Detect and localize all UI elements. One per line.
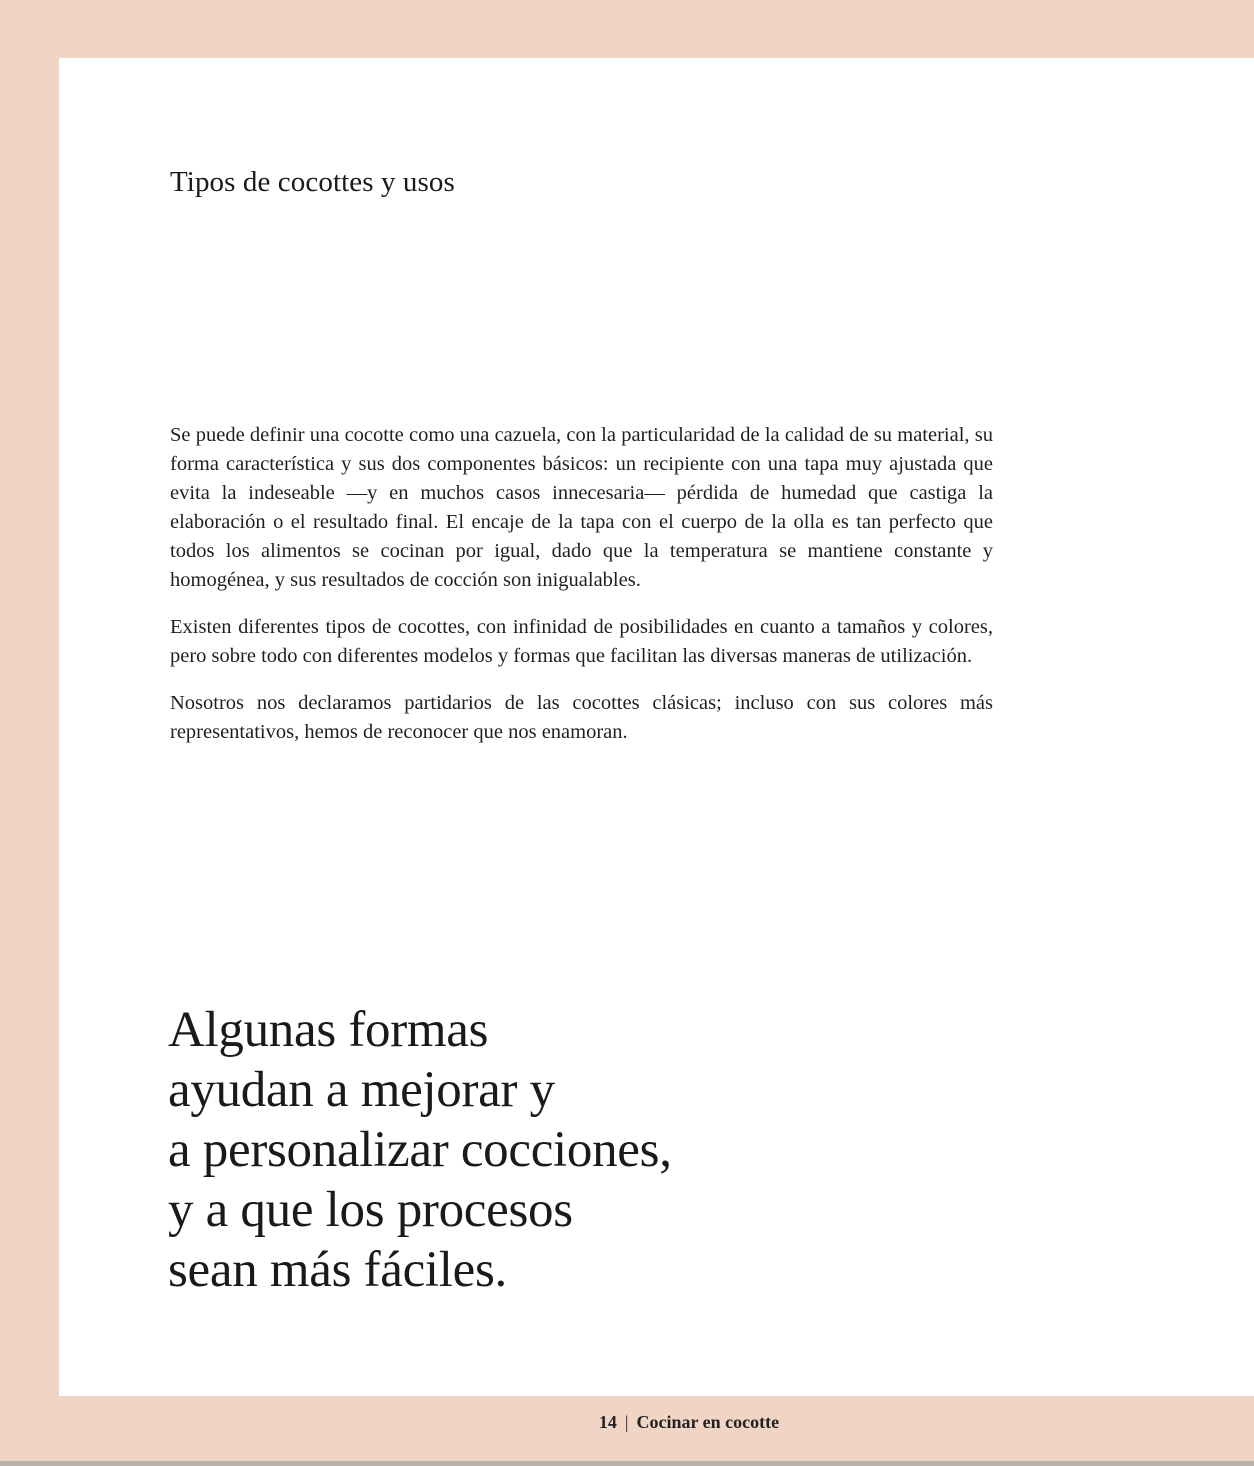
book-page	[59, 58, 1254, 1396]
paragraph-2: Existen diferentes tipos de cocottes, con infinidad de posibilidades en cuanto a tamaños y colores, pero sobre todo con diferentes modelos y formas que facilitan las diversas maneras de utilización.	[170, 616, 993, 667]
paragraph-3: Nosotros nos declaramos partidarios de las cocottes clásicas; incluso con sus colores más representativos, hemos de reconocer que nos enamoran.	[170, 692, 993, 743]
book-title: Cocinar en cocotte	[636, 1412, 780, 1432]
quote-line: sean más fáciles.	[168, 1242, 508, 1298]
quote-line: ayudan a mejorar y	[168, 1062, 555, 1118]
pull-quote	[168, 1000, 928, 1300]
section-title: Tipos de cocottes y usos	[170, 166, 455, 198]
body-text	[170, 421, 993, 765]
quote-line: a personalizar cocciones,	[168, 1122, 672, 1178]
paragraph-1: Se puede definir una cocotte como una cazuela, con la particularidad de la calidad de su material, su forma característica y sus dos componentes básicos: un recipiente con una tapa muy ajustada que evita la indeseable —y en muchos casos innecesaria— pérdida de humedad que castiga la elaboración o el resultado final. El encaje de la tapa con el cuerpo de la olla es tan perfecto que todos los alimentos se cocinan por igual, dado que la temperatura se mantiene constante y homogénea, y sus resultados de cocción son inigualables.	[170, 424, 993, 591]
footer-separator: |	[624, 1412, 629, 1432]
bottom-edge	[0, 1461, 1254, 1466]
page-footer	[0, 1408, 1254, 1436]
page-number: 14	[598, 1412, 617, 1432]
quote-line: y a que los procesos	[168, 1182, 573, 1238]
quote-line: Algunas formas	[168, 1002, 489, 1058]
